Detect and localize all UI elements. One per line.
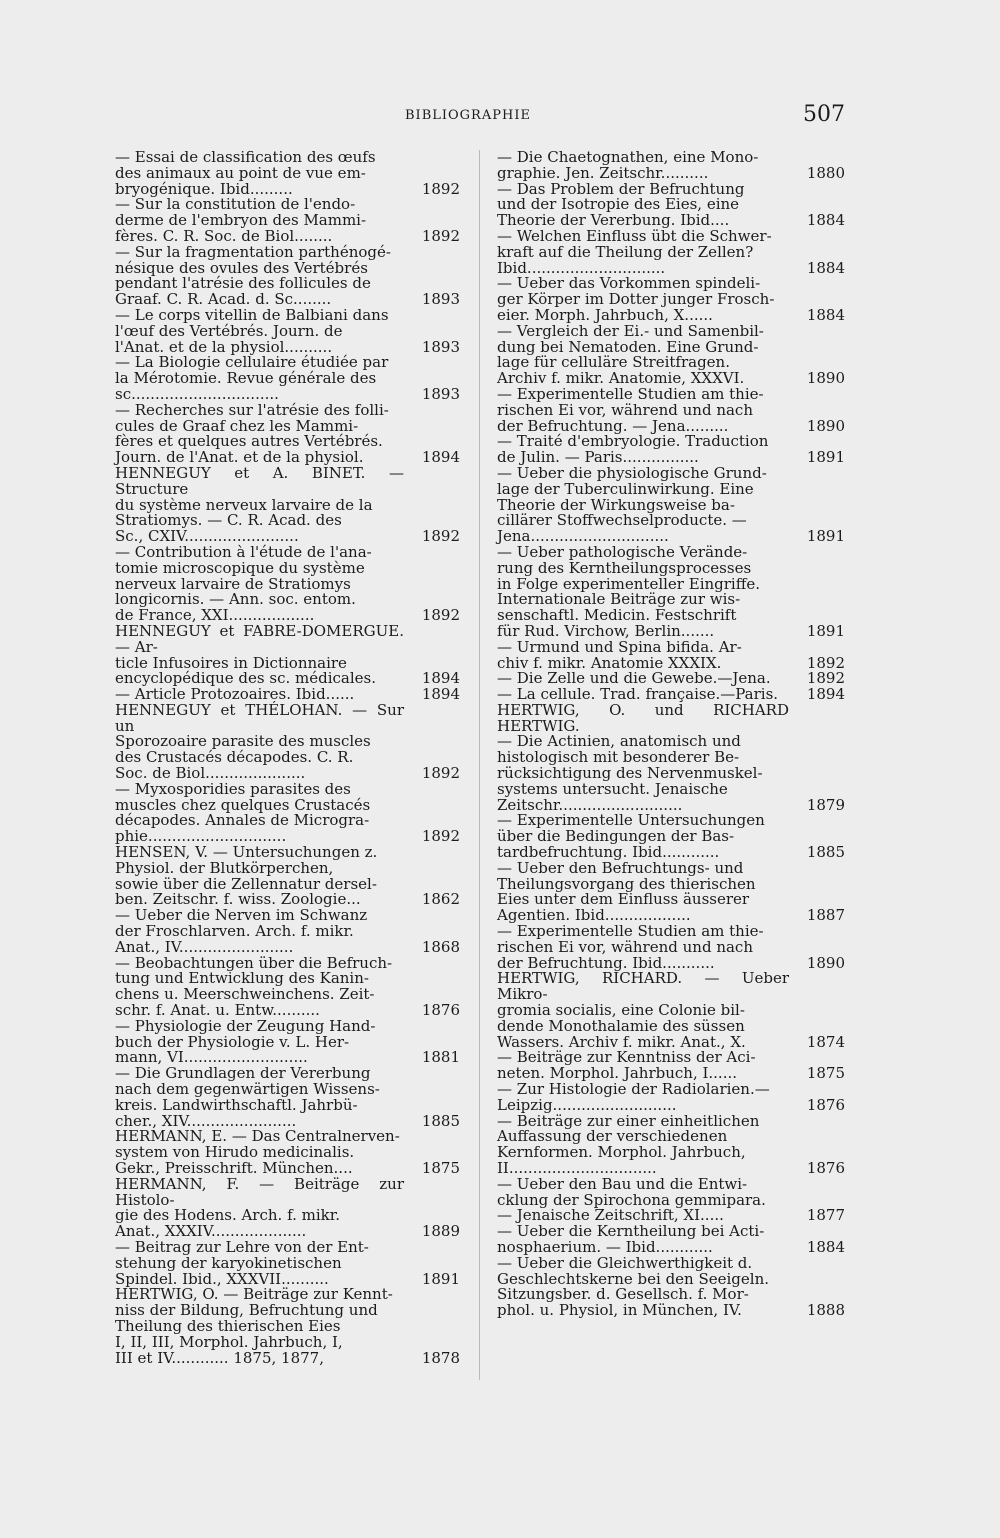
bibliography-entry [497,813,845,860]
entry-text: — Urmund und Spina bifida. Ar- chiv f. mikr. Anatomie XXXIX. [497,637,742,672]
entry-year: 1891 [806,621,845,640]
bibliography-entry [497,226,845,277]
page-number: 507 [803,102,845,127]
entry-text: — Ueber die Nerven im Schwanz der Froschlarven. Arch. f. mikr. Anat., IV........................ [115,906,368,956]
entry-year: 1884 [806,305,845,324]
bibliography-entry [497,700,845,814]
bibliography-entry [497,858,845,925]
running-title: BIBLIOGRAPHIE [405,108,531,123]
entry-text: HERTWIG, O. — Beiträge zur Kennt- niss der Bildung, Befruchtung und Theilung des thierischen Eies I, II, III, Morphol. Jahrbuch, I, III et IV............ 1875, 1877, [115,1285,393,1367]
entry-year: 1862 [421,890,460,909]
bibliography-entry [497,276,845,323]
entry-year: 1875 [806,1064,845,1083]
entry-text: — Beiträge zur Kenntniss der Aci- neten. Morphol. Jahrbuch, I...... [497,1048,756,1083]
entry-year: 1877 [806,1206,845,1225]
entry-text: — Experimentelle Studien am thie- rischen Ei vor, während und nach der Befruchtung. — Jena......... [497,384,764,435]
entry-year: 1884 [806,1237,845,1256]
entry-text: — Ueber das Vorkommen spindeli- ger Körper im Dotter junger Frosch- eier. Morph. Jahrbuch, X...... [497,274,775,324]
entry-text: — Die Grundlagen der Vererbung nach dem gegenwärtigen Wissens- kreis. Landwirthschaftl. Jahrbü- cher., XIV....................... [115,1064,380,1130]
entry-text: HENNEGUY et FABRE-DOMERGUE. — Ar- ticle Infusoires in Dictionnaire encyclopédique des sc. médicales. [115,621,404,688]
entry-year: 1892 [421,179,460,198]
entry-text: — Essai de classification des œufs des animaux au point de vue em- bryogénique. Ibid......... [115,148,376,198]
entry-text: HERTWIG, O. und RICHARD HERTWIG. — Die Actinien, anatomisch und histologisch mit besonderer Be- rücksichtigung des Nervenmuskel- systems untersucht. Jenaische Zeitschr.......................... [497,700,789,814]
entry-year: 1881 [421,1048,460,1067]
bibliography-entry [497,179,845,230]
bibliography-entry [497,971,845,1050]
entry-text: HENNEGUY et THÉLOHAN. — Sur un Sporozoaire parasite des muscles des Crustacés décapodes. C. R. Soc. de Biol..................... [115,700,404,783]
bibliography-entry [115,542,460,625]
bibliography-entry [115,355,460,402]
entry-year: 1890 [806,416,845,435]
left-column [115,150,460,1366]
bibliography-entry [497,1253,845,1320]
entry-text: — Ueber die Kerntheilung bei Acti- nosphaerium. — Ibid............ [497,1222,765,1256]
bibliography-entry [115,779,460,846]
entry-text: — Article Protozoaires. Ibid...... [115,685,355,704]
entry-year: 1892 [421,764,460,783]
entry-text: — Myxosporidies parasites des muscles chez quelques Crustacés décapodes. Annales de Microgra- phie............................. [115,779,371,846]
column-divider [479,150,480,1380]
entry-year: 1887 [806,906,845,925]
entry-text: — Ueber pathologische Verände- rung des Kerntheilungsprocesses in Folge experimenteller Eingriffe. Internationale Beiträge zur wis- senschaftl. Medicin. Festschrift für Rud. Virchow, Berlin....... [497,542,761,640]
bibliography-entry [497,1111,845,1177]
entry-year: 1868 [421,937,460,956]
entry-text: — Welchen Einfluss übt die Schwer- kraft auf die Theilung der Zellen? Ibid............................. [497,226,772,277]
bibliography-entry [115,1174,460,1241]
entry-text: — Sur la fragmentation parthénogé- nésique des ovules des Vertébrés pendant l'atrésie des follicules de Graaf. C. R. Acad. d. Sc........ [115,242,391,309]
entry-text: HERMANN, F. — Beiträge zur Histolo- gie des Hodens. Arch. f. mikr. Anat., XXXIV.................... [115,1174,404,1241]
entry-year: 1892 [421,226,460,245]
entry-text: — Sur la constitution de l'endo- derme de l'embryon des Mammi- fères. C. R. Soc. de Biol........ [115,195,367,245]
entry-year: 1892 [421,606,460,625]
bibliography-entry [497,924,845,971]
right-column [497,150,845,1319]
bibliography-entry [497,1082,845,1114]
bibliography-entry [497,150,845,182]
bibliography-entry [115,1066,460,1129]
entry-year: 1892 [421,827,460,846]
entry-year: 1874 [806,1032,845,1051]
entry-text: — La cellule. Trad. française.—Paris. [497,685,779,704]
entry-year: 1891 [806,527,845,546]
entry-text: — Beobachtungen über die Befruch- tung und Entwicklung des Kanin- chens u. Meerschweinchens. Zeit- schr. f. Anat. u. Entw.......... [115,953,393,1020]
bibliography-entry [115,463,460,546]
entry-year: 1892 [806,669,845,688]
bibliography-entry [497,542,845,640]
entry-year: 1894 [421,685,460,704]
entry-text: — Beitrag zur Lehre von der Ent- stehung der karyokinetischen Spindel. Ibid., XXXVII.......... [115,1237,369,1288]
bibliography-entry [115,1287,460,1366]
entry-year: 1884 [806,211,845,230]
entry-text: — La Biologie cellulaire étudiée par la Mérotomie. Revue générale des sc............................... [115,353,389,403]
bibliography-entry [115,953,460,1020]
entry-year: 1880 [806,163,845,182]
entry-year: 1894 [421,669,460,688]
entry-year: 1875 [421,1159,460,1177]
entry-year: 1892 [421,527,460,546]
entry-year: 1878 [421,1348,460,1367]
entry-text: HENSEN, V. — Untersuchungen z. Physiol. der Blutkörperchen, sowie über die Zellennatur dersel- ben. Zeitschr. f. wiss. Zoologie... [115,843,378,909]
bibliography-entry [497,321,845,388]
entry-year: 1885 [421,1111,460,1130]
bibliography-entry [497,463,845,546]
entry-text: — Vergleich der Ei.- und Samenbil- dung bei Nematoden. Eine Grund- lage für celluläre Streitfragen. Archiv f. mikr. Anatomie, XXXVI. [497,321,764,388]
entry-text: — Experimentelle Untersuchungen über die Bedingungen der Bas- tardbefruchtung. Ibid............ [497,811,765,862]
entry-text: — Contribution à l'étude de l'ana- tomie microscopique du système nerveux larvaire de Stratiomys longicornis. — Ann. soc. entom. de France, XXI.................. [115,542,372,625]
entry-text: — Physiologie der Zeugung Hand- buch der Physiologie v. L. Her- mann, VI.......................... [115,1016,376,1067]
bibliography-entry [115,242,460,309]
entry-year: 1893 [421,337,460,356]
entry-text: — Traité d'embryologie. Traduction de Julin. — Paris................ [497,432,769,467]
bibliography-entry [497,1224,845,1256]
entry-year: 1893 [421,290,460,309]
bibliography-entry [115,908,460,955]
entry-text: — Ueber den Bau und die Entwi- cklung der Spirochona gemmipara. — Jenaische Zeitschrift, XI..... [497,1174,766,1225]
entry-text: — Die Zelle und die Gewebe.—Jena. [497,669,771,688]
entry-year: 1891 [421,1269,460,1288]
entry-year: 1879 [806,795,845,814]
entry-year: 1892 [806,653,845,672]
entry-text: — Ueber den Befruchtungs- und Theilungsvorgang des thierischen Eies unter dem Einfluss äusserer Agentien. Ibid.................. [497,858,756,925]
bibliography-entry [115,700,460,783]
entry-text: — Experimentelle Studien am thie- rischen Ei vor, während und nach der Befruchtung. Ibid........... [497,922,764,972]
bibliography-entry [497,434,845,466]
entry-text: HERTWIG, RICHARD. — Ueber Mikro- gromia socialis, eine Colonie bil- dende Monothalamie des süssen Wassers. Archiv f. mikr. Anat., X. [497,969,789,1051]
entry-text: — Die Chaetognathen, eine Mono- graphie. Jen. Zeitschr.......... [497,148,759,182]
entry-year: 1876 [806,1095,845,1114]
entry-year: 1888 [806,1301,845,1320]
bibliography-entry [115,400,460,467]
bibliography-entry [115,1129,460,1176]
entry-text: — Ueber die Gleichwerthigkeit d. Geschlechtskerne bei den Seeigeln. Sitzungsber. d. Gesellsch. f. Mor- phol. u. Physiol, in München, IV. [497,1253,770,1320]
bibliography-entry [115,621,460,688]
bibliography-entry [115,305,460,356]
bibliography-entry [115,845,460,908]
bibliography-entry [115,1237,460,1288]
entry-year: 1894 [421,448,460,467]
entry-year: 1889 [421,1222,460,1241]
bibliography-entry [497,1174,845,1225]
entry-year: 1876 [421,1001,460,1020]
bibliography-entry [115,150,460,197]
entry-year: 1885 [806,843,845,862]
entry-text: HENNEGUY et A. BINET. — Structure du système nerveux larvaire de la Stratiomys. — C. R. Acad. des Sc., CXIV........................ [115,463,404,546]
entry-text: — Beiträge zur einer einheitlichen Auffassung der verschiedenen Kernformen. Morphol. Jahrbuch, II............................... [497,1111,760,1177]
entry-text: — Das Problem der Befruchtung und der Isotropie des Eies, eine Theorie der Vererbung. Ibid.... [497,179,745,230]
entry-year: 1891 [806,448,845,467]
entry-text: — Recherches sur l'atrésie des folli- cules de Graaf chez les Mammi- fères et quelques autres Vertébrés. Journ. de l'Anat. et de la physiol. [115,400,389,467]
entry-year: 1894 [806,685,845,704]
entry-year: 1876 [806,1159,845,1177]
entry-year: 1893 [421,384,460,403]
bibliography-entry [497,1050,845,1082]
entry-year: 1890 [806,369,845,388]
entry-year: 1884 [806,258,845,277]
page-header [0,102,1000,130]
entry-text: — Zur Histologie der Radiolarien.— Leipzig.......................... [497,1080,770,1114]
entry-text: — Ueber die physiologische Grund- lage der Tuberculinwirkung. Eine Theorie der Wirkungsweise ba- cillärer Stoffwechselproducte. — Jena............................. [497,463,767,546]
entry-year: 1890 [806,953,845,972]
entry-text: HERMANN, E. — Das Centralnerven- system von Hirudo medicinalis. Gekr., Preisschrift. München.... [115,1127,400,1177]
bibliography-entry [497,384,845,435]
bibliography-entry [115,1016,460,1067]
entry-text: — Le corps vitellin de Balbiani dans l'œuf des Vertébrés. Journ. de l'Anat. et de la physiol.......... [115,305,389,356]
bibliography-entry [115,197,460,244]
bibliography-entry [497,637,845,672]
